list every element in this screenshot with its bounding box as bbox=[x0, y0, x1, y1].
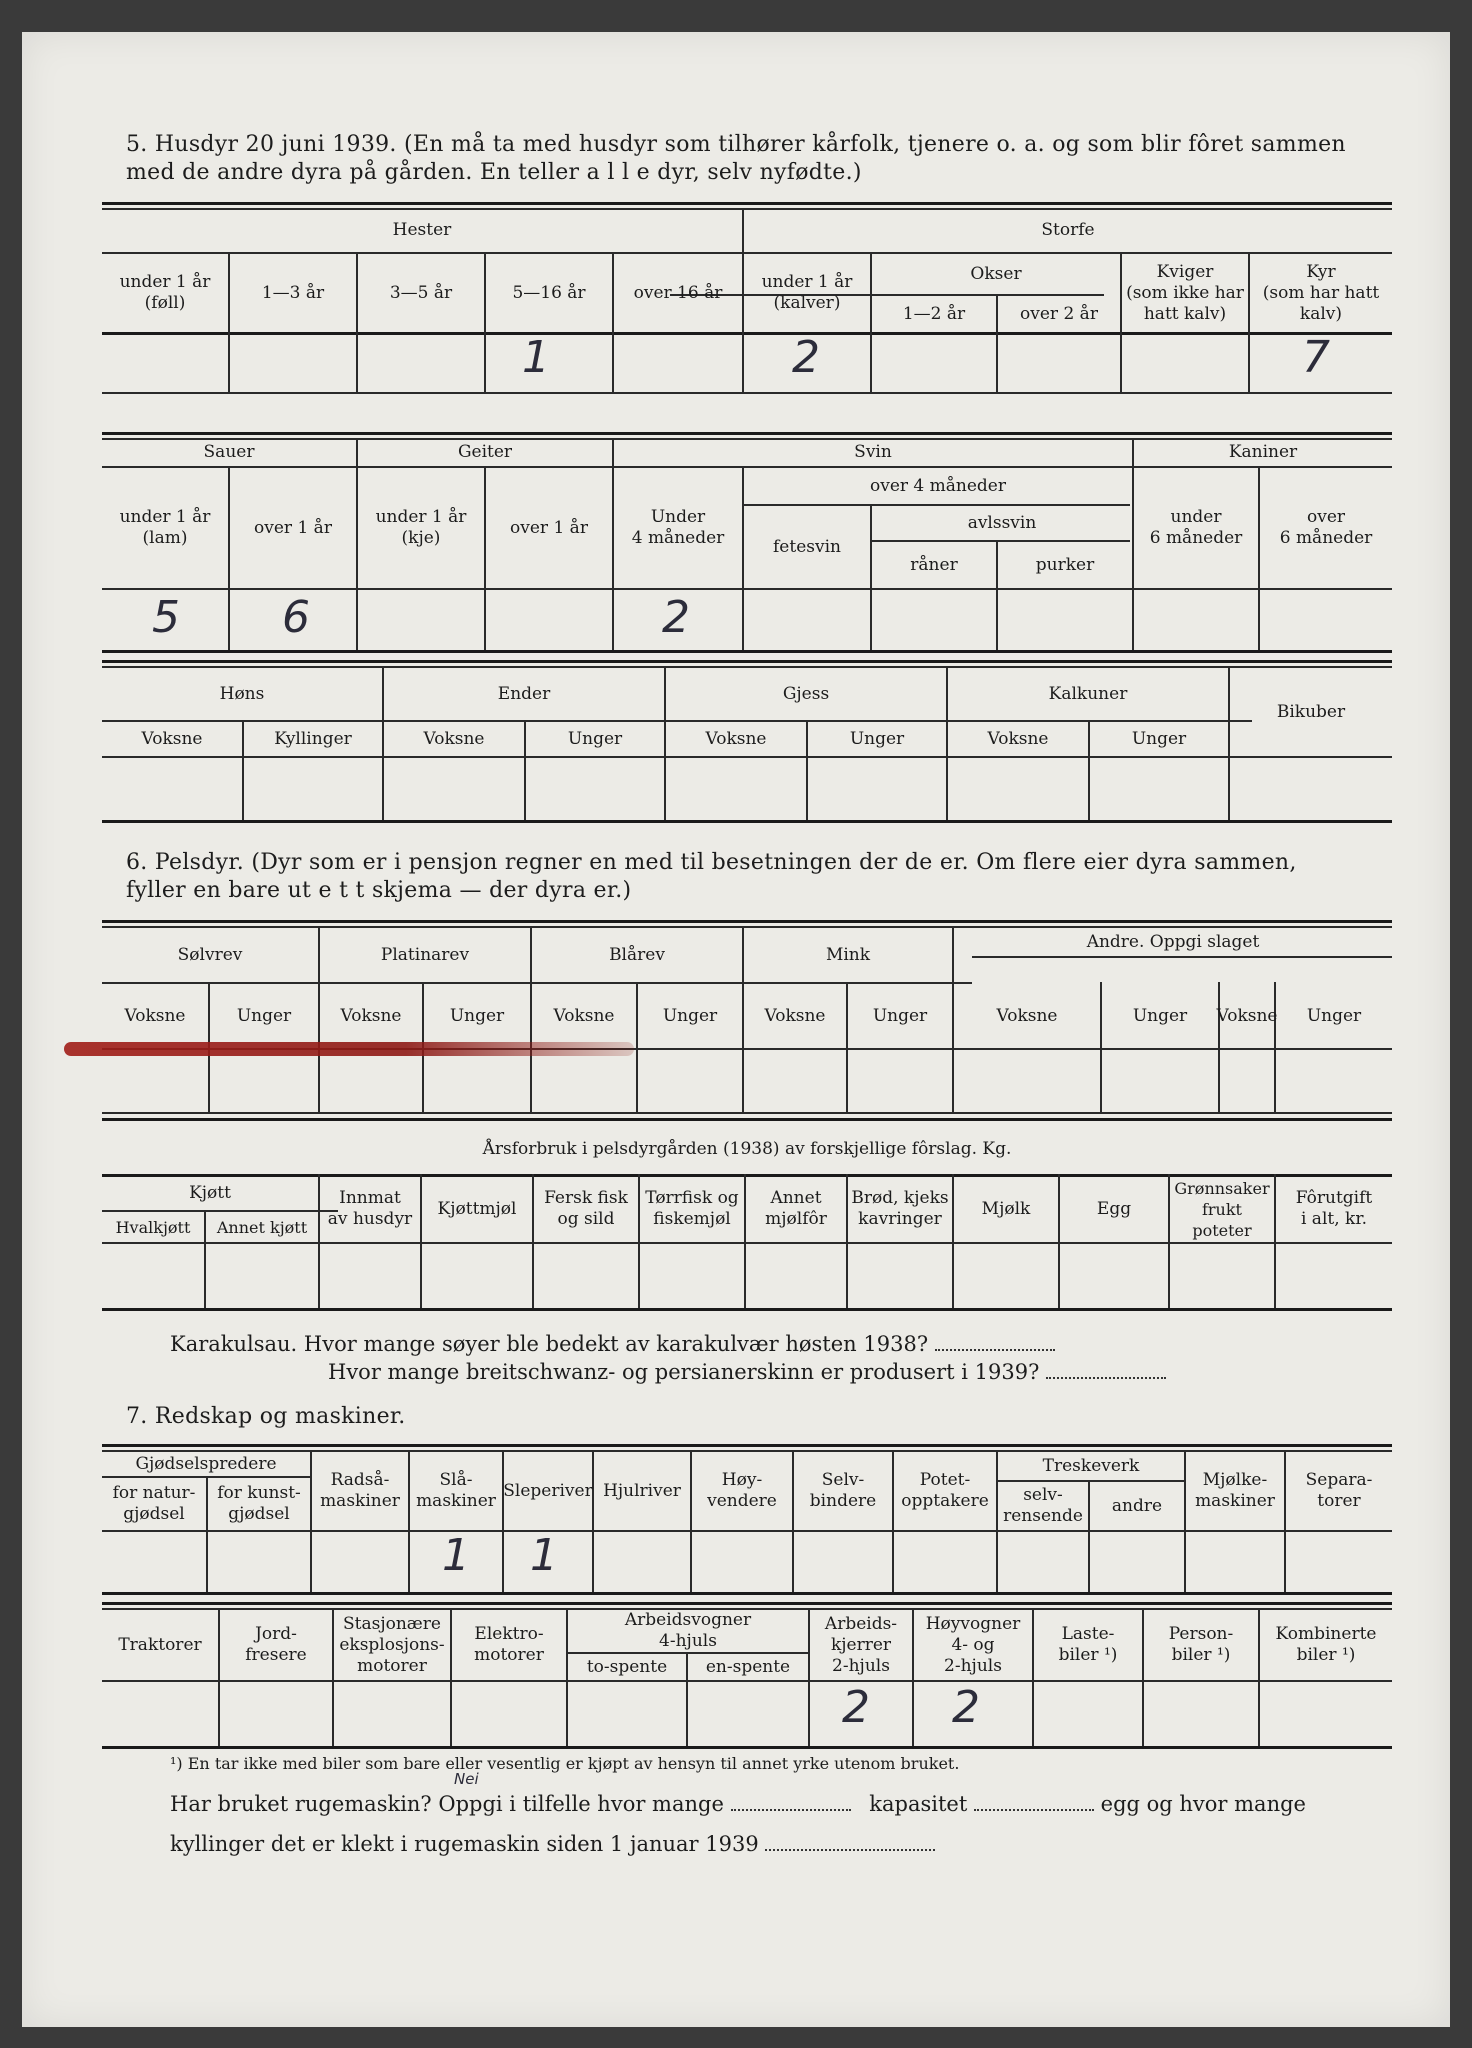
section-6-title: 6. Pelsdyr. (Dyr som er i pensjon regner en med til besetningen der de er. Om flere eier dyra sammen, bbox=[126, 850, 1297, 875]
col-lam: under 1 år (lam) bbox=[119, 507, 211, 548]
col-blarev-unger: Unger bbox=[662, 1005, 718, 1026]
col-personbiler: Person- biler ¹) bbox=[1168, 1624, 1234, 1665]
karakul-q2: Hvor mange breitschwanz- og persianerskinn er produsert i 1939? bbox=[328, 1360, 1166, 1384]
header-blarev: Blårev bbox=[609, 944, 665, 965]
col-kalkuner-unger: Unger bbox=[1131, 728, 1187, 749]
header-gjess: Gjess bbox=[782, 683, 830, 704]
rugemaskin-line-2: kyllinger det er klekt i rugemaskin siden 1 januar 1939 bbox=[170, 1832, 935, 1856]
col-tospente: to-spente bbox=[586, 1656, 668, 1677]
col-andre-voksne-2: Voksne bbox=[1216, 1005, 1278, 1026]
col-okser: Okser bbox=[970, 263, 1022, 284]
hand-hoyvogner: 2 bbox=[952, 1682, 980, 1733]
header-solvrev: Sølvrev bbox=[177, 944, 243, 965]
col-kunst: for kunst- gjødsel bbox=[217, 1483, 301, 1524]
karakul-answer-2[interactable] bbox=[1046, 1377, 1166, 1379]
col-gronnsaker: Grønnsaker frukt poteter bbox=[1174, 1178, 1270, 1240]
section-5-subtitle: med de andre dyra på gården. En teller a l l e dyr, selv nyfødte.) bbox=[126, 160, 862, 185]
col-gjodselspredere: Gjødselspredere bbox=[135, 1453, 277, 1474]
hand-kyr: 7 bbox=[1302, 332, 1330, 383]
hand-kalver: 2 bbox=[792, 332, 820, 383]
col-natur: for natur- gjødsel bbox=[112, 1483, 196, 1524]
col-treskeverk: Treskeverk bbox=[1042, 1455, 1140, 1476]
col-kviger: Kviger (som ikke har hatt kalv) bbox=[1126, 261, 1244, 324]
col-over-16: over 16 år bbox=[633, 282, 723, 303]
col-gjess-voksne: Voksne bbox=[705, 728, 767, 749]
col-okser-1-2: 1—2 år bbox=[902, 303, 966, 324]
col-kombinerte: Kombinerte biler ¹) bbox=[1275, 1624, 1377, 1665]
col-3-5: 3—5 år bbox=[389, 282, 453, 303]
col-jordfreser: Jord- freserе bbox=[245, 1624, 307, 1665]
col-stasjonaere: Stasjonære eksplosjons- motorer bbox=[339, 1613, 445, 1676]
col-sleperiver: Sleperiver bbox=[503, 1480, 593, 1501]
col-traktorer: Traktorer bbox=[118, 1634, 202, 1655]
rugemaskin-kapasitet[interactable] bbox=[974, 1809, 1094, 1811]
col-ender-voksne: Voksne bbox=[423, 728, 485, 749]
col-mink-unger: Unger bbox=[872, 1005, 928, 1026]
col-forutgift: Fôrutgift i alt, kr. bbox=[1295, 1188, 1373, 1229]
col-1-3: 1—3 år bbox=[261, 282, 325, 303]
col-kyr: Kyr (som har hatt kalv) bbox=[1262, 261, 1380, 324]
header-hons: Høns bbox=[219, 683, 265, 704]
col-purker: purker bbox=[1035, 554, 1095, 575]
red-stain bbox=[64, 1042, 634, 1056]
col-svin-under-4: Under 4 måneder bbox=[631, 507, 725, 548]
col-geit-over-1: over 1 år bbox=[510, 517, 588, 538]
hand-svin-under: 2 bbox=[662, 592, 690, 643]
col-platinarev-unger: Unger bbox=[449, 1005, 505, 1026]
col-platinarev-voksne: Voksne bbox=[340, 1005, 402, 1026]
hand-sau-over: 6 bbox=[282, 592, 310, 643]
col-annet-kjott: Annet kjøtt bbox=[216, 1217, 308, 1237]
col-andre-unger-2: Unger bbox=[1306, 1005, 1362, 1026]
col-fersk-fisk: Fersk fisk og sild bbox=[544, 1188, 628, 1229]
karakul-q1: Karakulsau. Hvor mange søyer ble bedekt av karakulvær høsten 1938? bbox=[170, 1332, 1055, 1356]
col-elektromotorer: Elektro- motorer bbox=[474, 1624, 544, 1665]
header-sauer: Sauer bbox=[203, 441, 255, 462]
rugemaskin-line-1: Har bruket rugemaskin? Oppgi i tilfelle hvor mange kapasitet egg og hvor mange bbox=[170, 1792, 1306, 1816]
col-5-16: 5—16 år bbox=[512, 282, 586, 303]
col-kje: under 1 år (kje) bbox=[375, 507, 467, 548]
footnote: ¹) En tar ikke med biler som bare eller vesentlig er kjøpt av hensyn til annet yrke utenom bruket. bbox=[170, 1754, 960, 1773]
rugemaskin-kyllinger[interactable] bbox=[765, 1849, 935, 1851]
col-brod: Brød, kjeks kavringer bbox=[851, 1188, 949, 1229]
col-innmat: Innmat av husdyr bbox=[327, 1188, 413, 1229]
col-enspente: en-spente bbox=[705, 1656, 791, 1677]
header-bikuber: Bikuber bbox=[1276, 701, 1346, 722]
col-hoyvendere: Høy- vendere bbox=[707, 1470, 777, 1511]
header-storfe: Storfe bbox=[1041, 219, 1095, 240]
header-geiter: Geiter bbox=[457, 441, 513, 462]
header-andre: Andre. Oppgi slaget bbox=[1086, 931, 1260, 952]
col-gjess-unger: Unger bbox=[849, 728, 905, 749]
col-fetesvin: fetesvin bbox=[773, 536, 841, 557]
forbruk-title: Årsforbruk i pelsdyrgården (1938) av forskjellige fôrslag. Kg. bbox=[482, 1138, 1012, 1159]
col-treskeverk-andre: andre bbox=[1111, 1495, 1163, 1516]
col-mjolkemaskiner: Mjølke- maskiner bbox=[1195, 1470, 1275, 1511]
col-foll: under 1 år (føll) bbox=[119, 272, 211, 313]
header-mink: Mink bbox=[825, 944, 871, 965]
col-sla: Slå- maskiner bbox=[416, 1470, 496, 1511]
col-hjulriver: Hjulriver bbox=[603, 1480, 681, 1501]
col-sau-over-1: over 1 år bbox=[254, 517, 332, 538]
section-6-subtitle: fyller en bare ut e t t skjema — der dyra er.) bbox=[126, 878, 632, 903]
col-ender-unger: Unger bbox=[567, 728, 623, 749]
header-kaniner: Kaniner bbox=[1228, 441, 1298, 462]
col-radsa: Radså- maskiner bbox=[320, 1470, 400, 1511]
col-andre-voksne-1: Voksne bbox=[996, 1005, 1058, 1026]
col-blarev-voksne: Voksne bbox=[553, 1005, 615, 1026]
col-solvrev-voksne: Voksne bbox=[124, 1005, 186, 1026]
col-arbeidsvogner: Arbeidsvogner 4-hjuls bbox=[624, 1610, 752, 1651]
hand-hester-3-5: 1 bbox=[522, 332, 550, 383]
col-kjottmjol: Kjøttmjøl bbox=[437, 1198, 517, 1219]
karakul-answer-1[interactable] bbox=[935, 1349, 1055, 1351]
col-raner: råner bbox=[910, 554, 958, 575]
col-egg: Egg bbox=[1096, 1198, 1132, 1219]
col-kalkuner-voksne: Voksne bbox=[987, 728, 1049, 749]
col-selvrensende: selv- rensende bbox=[1003, 1485, 1083, 1526]
hand-sleperiver: 1 bbox=[530, 1530, 558, 1581]
section-5-title: 5. Husdyr 20 juni 1939. (En må ta med husdyr som tilhører kårfolk, tjenere o. a. og som blir fôret sammen bbox=[126, 132, 1346, 157]
col-potetopptakere: Potet- opptakere bbox=[901, 1470, 989, 1511]
col-kalver: under 1 år (kalver) bbox=[761, 272, 853, 313]
rugemaskin-antall[interactable] bbox=[731, 1809, 851, 1811]
col-kan-over-6: over 6 måneder bbox=[1279, 507, 1373, 548]
col-mjolk: Mjølk bbox=[981, 1198, 1031, 1219]
col-lastebiler: Laste- biler ¹) bbox=[1058, 1624, 1118, 1665]
col-avlssvin: avlssvin bbox=[967, 512, 1037, 533]
col-torrfisk: Tørrfisk og fiskemjøl bbox=[645, 1188, 739, 1229]
col-mink-voksne: Voksne bbox=[764, 1005, 826, 1026]
header-platinarev: Platinarev bbox=[380, 944, 470, 965]
hand-arbeidskjerrer: 2 bbox=[842, 1682, 870, 1733]
header-hester: Hester bbox=[392, 219, 452, 240]
col-kan-under-6: under 6 måneder bbox=[1149, 507, 1243, 548]
col-hvalkjott: Hvalkjøtt bbox=[115, 1217, 191, 1237]
col-kyllinger: Kyllinger bbox=[274, 728, 352, 749]
col-kjott: Kjøtt bbox=[189, 1182, 231, 1203]
col-okser-over-2: over 2 år bbox=[1020, 303, 1098, 324]
col-arbeidskjerrer: Arbeids- kjerrer 2-hjuls bbox=[824, 1613, 898, 1676]
col-hoyvogner: Høyvogner 4- og 2-hjuls bbox=[925, 1613, 1021, 1676]
header-ender: Ender bbox=[497, 683, 551, 704]
hand-slamaskiner: 1 bbox=[442, 1530, 470, 1581]
col-separatorer: Separa- torer bbox=[1305, 1470, 1373, 1511]
col-selvbindere: Selv- bindere bbox=[809, 1470, 877, 1511]
col-svin-over-4: over 4 måneder bbox=[870, 475, 1006, 496]
col-hons-voksne: Voksne bbox=[141, 728, 203, 749]
col-andre-unger-1: Unger bbox=[1132, 1005, 1188, 1026]
header-kalkuner: Kalkuner bbox=[1048, 683, 1128, 704]
header-svin: Svin bbox=[854, 441, 892, 462]
hand-lam: 5 bbox=[152, 592, 180, 643]
col-annet-mjol: Annet mjølfôr bbox=[765, 1188, 827, 1229]
hand-rugemaskin: Nei bbox=[454, 1770, 479, 1788]
section-7-title: 7. Redskap og maskiner. bbox=[126, 1404, 406, 1429]
col-solvrev-unger: Unger bbox=[236, 1005, 292, 1026]
form-page bbox=[22, 32, 1450, 2027]
